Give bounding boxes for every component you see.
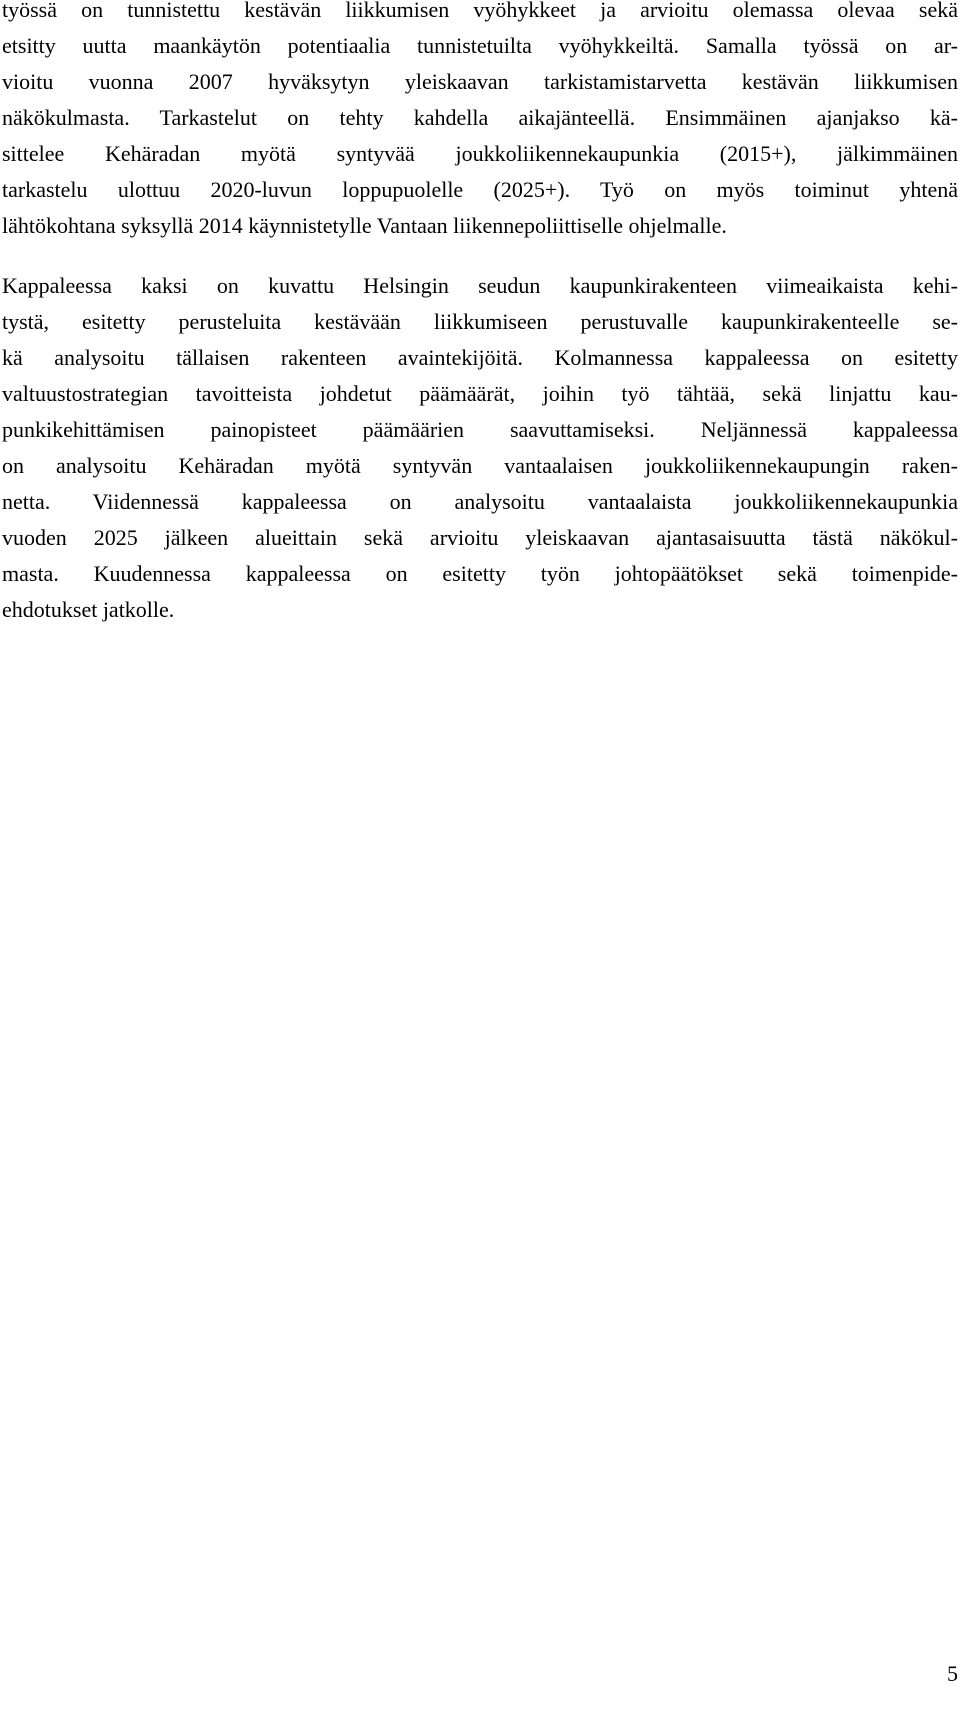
text-line: työssä on tunnistettu kestävän liikkumisen vyöhykkeet ja arvioitu olemassa olevaa sekä (2, 0, 958, 22)
text-line: ehdotukset jatkolle. (2, 597, 175, 622)
text-line: sittelee Kehäradan myötä syntyvää joukkoliikennekaupunkia (2015+), jälkimmäinen (2, 141, 958, 166)
text-line: punkikehittämisen painopisteet päämäärien saavuttamiseksi. Neljännessä kappaleessa (2, 417, 958, 442)
paragraph-intro (2, 0, 958, 244)
text-line: etsitty uutta maankäytön potentiaalia tunnistetuilta vyöhykkeiltä. Samalla työssä on ar- (2, 33, 958, 58)
text-line: tarkastelu ulottuu 2020-luvun loppupuolelle (2025+). Työ on myös toiminut yhtenä (2, 177, 958, 202)
text-line: on analysoitu Kehäradan myötä syntyvän vantaalaisen joukkoliikennekaupungin raken- (2, 453, 958, 478)
text-line: vuoden 2025 jälkeen alueittain sekä arvioitu yleiskaavan ajantasaisuutta tästä näkökul- (2, 525, 958, 550)
page-number: 5 (947, 1661, 958, 1686)
paragraph-chapter-overview (2, 268, 958, 628)
text-line: kä analysoitu tällaisen rakenteen avaintekijöitä. Kolmannessa kappaleessa on esitetty (2, 345, 958, 370)
text-line: lähtökohtana syksyllä 2014 käynnistetylle Vantaan liikennepoliittiselle ohjelmalle. (2, 213, 727, 238)
text-line: netta. Viidennessä kappaleessa on analysoitu vantaalaista joukkoliikennekaupunkia (2, 489, 958, 514)
text-line: vioitu vuonna 2007 hyväksytyn yleiskaavan tarkistamistarvetta kestävän liikkumisen (2, 69, 958, 94)
text-line: valtuustostrategian tavoitteista johdetut päämäärät, joihin työ tähtää, sekä linjattu kau- (2, 381, 958, 406)
text-line: Kappaleessa kaksi on kuvattu Helsingin seudun kaupunkirakenteen viimeaikaista kehi- (2, 273, 958, 298)
text-line: tystä, esitetty perusteluita kestävään liikkumiseen perustuvalle kaupunkirakenteelle se- (2, 309, 958, 334)
text-line: näkökulmasta. Tarkastelut on tehty kahdella aikajänteellä. Ensimmäinen ajanjakso kä- (2, 105, 958, 130)
text-line: masta. Kuudennessa kappaleessa on esitetty työn johtopäätökset sekä toimenpide- (2, 561, 958, 586)
